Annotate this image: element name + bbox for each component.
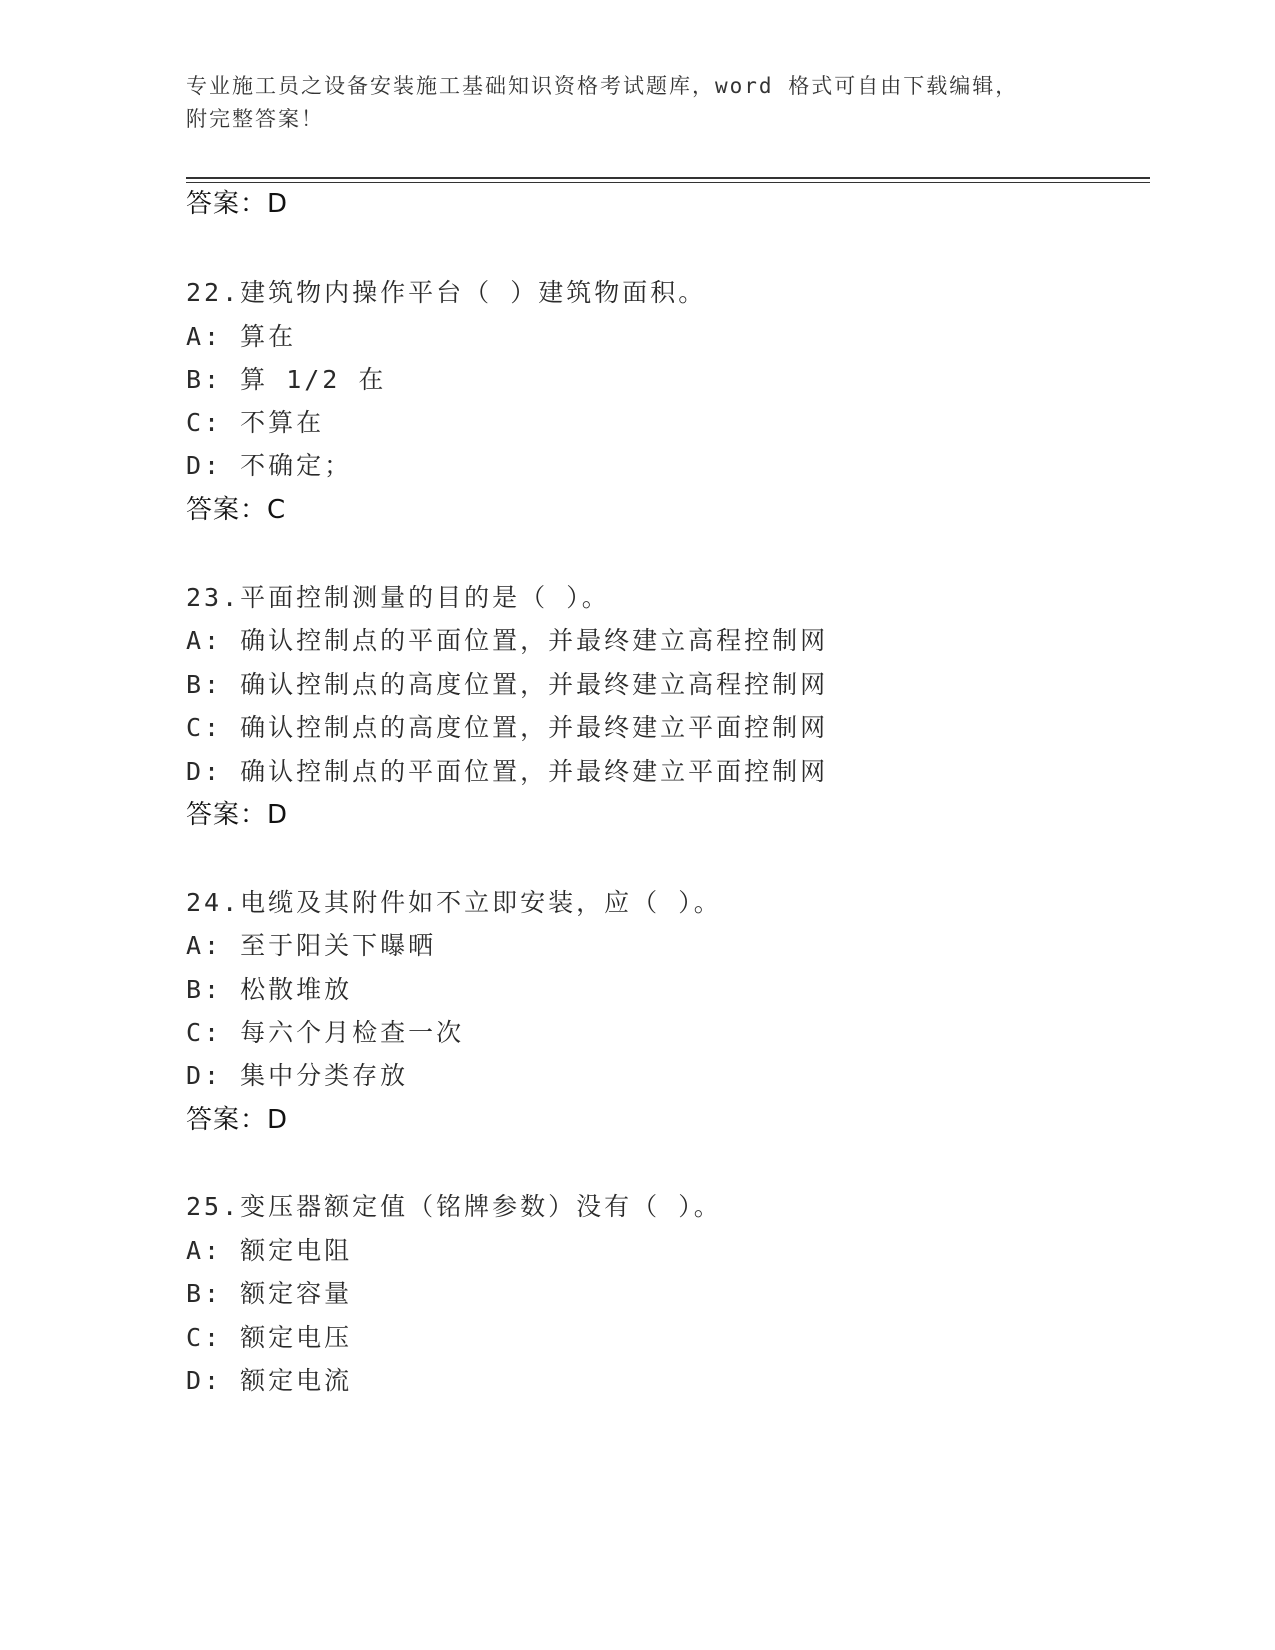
option-c: C: 确认控制点的高度位置，并最终建立平面控制网 xyxy=(186,713,829,742)
option-d: D: 额定电流 xyxy=(186,1366,353,1395)
option-d: D: 集中分类存放 xyxy=(186,1061,409,1090)
question-stem: 22.建筑物内操作平台（ ）建筑物面积。 xyxy=(186,278,707,307)
question-stem: 24.电缆及其附件如不立即安装，应（ ）。 xyxy=(186,888,722,917)
header-line-2: 附完整答案！ xyxy=(186,107,324,131)
option-a: A: 额定电阻 xyxy=(186,1236,353,1265)
option-d: D: 确认控制点的平面位置，并最终建立平面控制网 xyxy=(186,757,829,786)
header-line-1: 专业施工员之设备安装施工基础知识资格考试题库，word 格式可自由下载编辑， xyxy=(186,74,1019,98)
option-c: C: 不算在 xyxy=(186,408,325,437)
option-b: B: 额定容量 xyxy=(186,1279,353,1308)
option-b: B: 算 1/2 在 xyxy=(186,365,387,394)
header-divider xyxy=(186,177,1150,179)
question-stem: 23.平面控制测量的目的是（ ）。 xyxy=(186,583,610,612)
option-a: A: 算在 xyxy=(186,322,297,351)
header-divider-thin xyxy=(186,182,1150,183)
option-a: A: 确认控制点的平面位置，并最终建立高程控制网 xyxy=(186,626,829,655)
option-a: A: 至于阳关下曝晒 xyxy=(186,931,437,960)
answer-line: 答案：C xyxy=(186,495,287,525)
question-stem: 25.变压器额定值（铭牌参数）没有（ ）。 xyxy=(186,1192,722,1221)
option-b: B: 确认控制点的高度位置，并最终建立高程控制网 xyxy=(186,670,829,699)
document-header xyxy=(186,70,1066,136)
answer-line: 答案：D xyxy=(186,189,289,219)
option-d: D: 不确定； xyxy=(186,451,353,480)
option-c: C: 每六个月检查一次 xyxy=(186,1018,465,1047)
answer-line: 答案：D xyxy=(186,1105,289,1135)
option-c: C: 额定电压 xyxy=(186,1323,353,1352)
answer-line: 答案：D xyxy=(186,800,289,830)
option-b: B: 松散堆放 xyxy=(186,975,353,1004)
